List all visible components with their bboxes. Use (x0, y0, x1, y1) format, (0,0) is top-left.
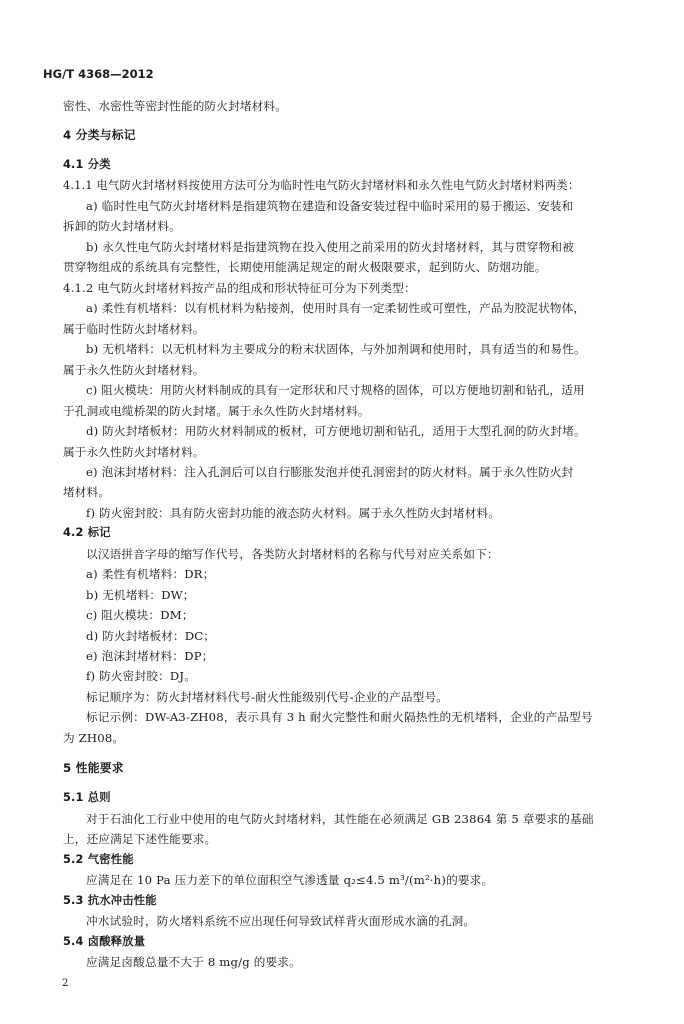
code-item-dp: e) 泡沫封堵材料：DP； (86, 649, 214, 663)
paragraph-line: 应满足在 10 Pa 压力差下的单位面积空气渗透量 q₂≤4.5 m³/(m²·h)的要求。 (86, 873, 494, 887)
paragraph-line: 对于石油化工行业中使用的电气防火封堵材料，其性能在必须满足 GB 23864 第 5 章要求的基础 (86, 812, 594, 826)
section-heading-5: 5 性能要求 (63, 761, 124, 775)
code-item-dw: b) 无机堵料：DW； (86, 588, 195, 602)
code-item-dm: c) 阻火模块：DM； (86, 608, 194, 622)
clause-4-1-2: 4.1.2 电气防火封堵材料按产品的组成和形状特征可分为下列类型： (63, 281, 416, 295)
paragraph-line: 为 ZH08。 (63, 731, 125, 745)
paragraph-line: 属于临时性防火封堵材料。 (63, 322, 205, 336)
paragraph-line: 于孔洞或电缆桥架的防火封堵。属于永久性防火封堵材料。 (63, 404, 370, 418)
list-item-e: e) 泡沫封堵材料：注入孔洞后可以自行膨胀发泡并使孔洞密封的防火材料。属于永久性防火封 (86, 465, 574, 479)
paragraph-line: 密性、水密性等密封性能的防火封堵材料。 (63, 99, 288, 113)
code-item-dr: a) 柔性有机堵料：DR； (86, 567, 215, 581)
list-item-a: a) 柔性有机堵料：以有机材料为粘接剂，使用时具有一定柔韧性或可塑性，产品为胶泥状物体， (86, 301, 586, 315)
list-item-a: a) 临时性电气防火封堵材料是指建筑物在建造和设备安装过程中临时采用的易于搬运、安装和 (86, 199, 574, 213)
subsection-heading-4-2: 4.2 标记 (63, 526, 111, 539)
paragraph-line: 拆卸的防火封堵材料。 (63, 219, 181, 233)
paragraph-line: 属于永久性防火封堵材料。 (63, 363, 205, 377)
standard-code-header: HG/T 4368—2012 (43, 67, 154, 81)
code-item-dj: f) 防火密封胶：DJ。 (86, 669, 196, 683)
clause-4-1-1: 4.1.1 电气防火封堵材料按使用方法可分为临时性电气防火封堵材料和永久性电气防火封堵材料两类： (63, 179, 580, 192)
paragraph-line: 堵材料。 (63, 485, 111, 499)
code-item-dc: d) 防火封堵板材：DC； (86, 629, 216, 643)
paragraph-line: 冲水试验时，防火堵料系统不应出现任何导致试样背火面形成水滴的孔洞。 (86, 914, 476, 928)
subsection-heading-5-2: 5.2 气密性能 (63, 853, 134, 866)
paragraph-line: 应满足卤酸总量不大于 8 mg/g 的要求。 (86, 955, 301, 969)
marking-example: 标记示例：DW-A3-ZH08，表示具有 3 h 耐火完整性和耐火隔热性的无机堵料，企业的产品型号 (86, 710, 593, 724)
list-item-b: b) 永久性电气防火封堵材料是指建筑物在投入使用之前采用的防火封堵材料，其与贯穿物和被 (86, 240, 574, 254)
list-item-f: f) 防火密封胶：具有防火密封功能的液态防火材料。属于永久性防火封堵材料。 (86, 506, 501, 520)
subsection-heading-4-1: 4.1 分类 (63, 158, 111, 171)
page-number: 2 (62, 978, 69, 989)
subsection-heading-5-4: 5.4 卤酸释放量 (63, 935, 146, 948)
subsection-heading-5-1: 5.1 总则 (63, 791, 111, 804)
paragraph-line: 以汉语拼音字母的缩写作代号，各类防火封堵材料的名称与代号对应关系如下： (86, 547, 499, 561)
section-heading-4: 4 分类与标记 (63, 128, 136, 142)
list-item-b: b) 无机堵料：以无机材料为主要成分的粉末状固体，与外加剂调和使用时，具有适当的和易性。 (86, 342, 586, 356)
paragraph-line: 贯穿物组成的系统具有完整性，长期使用能满足规定的耐火极限要求，起到防火、防烟功能。 (63, 260, 547, 274)
paragraph-line: 上，还应满足下述性能要求。 (63, 832, 217, 846)
paragraph-line: 属于永久性防火封堵材料。 (63, 445, 205, 459)
list-item-c: c) 阻火模块：用防火材料制成的具有一定形状和尺寸规格的固体，可以方便地切割和钻孔，适用 (86, 383, 585, 397)
subsection-heading-5-3: 5.3 抗水冲击性能 (63, 894, 157, 907)
marking-order: 标记顺序为：防火封堵材料代号-耐火性能级别代号-企业的产品型号。 (86, 690, 449, 704)
list-item-d: d) 防火封堵板材：用防火材料制成的板材，可方便地切割和钻孔，适用于大型孔洞的防火封堵。 (86, 424, 586, 438)
